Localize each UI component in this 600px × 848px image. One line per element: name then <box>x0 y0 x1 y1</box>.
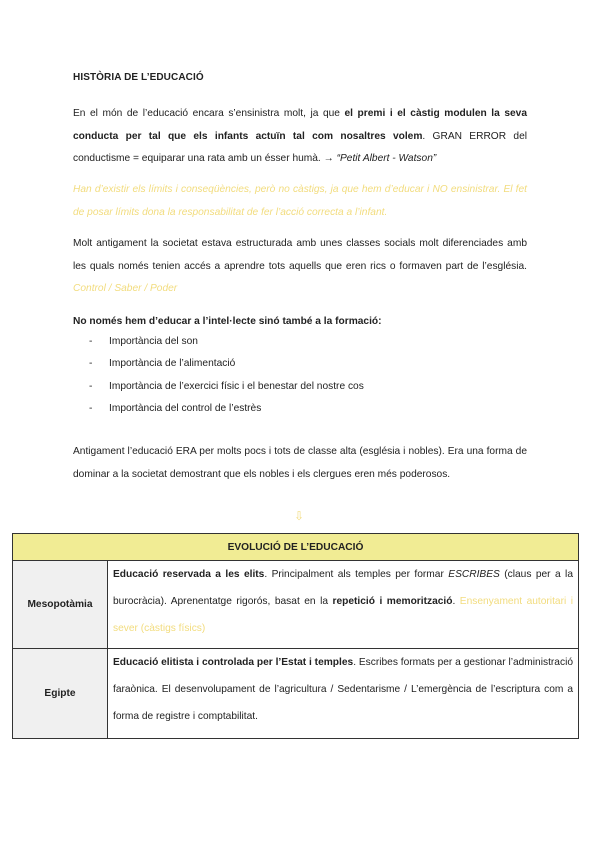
paragraph-social-classes <box>73 233 527 301</box>
importance-list <box>89 331 364 421</box>
bold-run: repetició i memorització <box>332 596 453 607</box>
table-row <box>13 561 579 649</box>
highlight-run: Ensenyament autoritari i sever (càstigs físics) <box>113 596 573 634</box>
paragraph-education-heading: No només hem d’educar a l’intel·lecte sinó també a la formació: <box>73 316 382 327</box>
text-run: . Principalment als temples per formar <box>264 569 449 580</box>
document-title: HISTÒRIA DE L’EDUCACIÓ <box>73 72 204 83</box>
bold-run: Educació reservada a les elits <box>113 569 265 580</box>
bold-run: Educació elitista i controlada per l’Estat i temples <box>113 657 354 668</box>
table-row <box>13 649 579 739</box>
down-arrow-icon: ⇩ <box>294 509 305 523</box>
row-label-egypt: Egipte <box>13 649 108 739</box>
list-item: - Importància del son <box>89 331 364 353</box>
text-run: . GRAN ERROR del conductisme = equiparar una rata amb un ésser humà. → <box>73 130 527 164</box>
bold-run: el premi i el càstig modulen la seva conducta per tal que els infants actuïn tal com nosaltres volem <box>73 108 527 142</box>
text-run: . <box>452 596 460 607</box>
paragraph-limits: Han d’existir els límits i conseqüències, però no càstigs, ja que hem d’educar i NO ensinistrar. El fet de posar límits dona la responsabilitat de fer l’acció correcta a l’infant. <box>73 184 527 218</box>
highlight-run: Control / Saber / Poder <box>73 283 178 294</box>
text-run: . Escribes formats per a gestionar l’administració faraònica. El desenvolupament de l’agricultura / Sedentarisme / L’emergència de l’escriptura com a forma de registre i comptabilitat. <box>113 657 573 722</box>
paragraph-conductism <box>73 103 527 171</box>
italic-run: ESCRIBES <box>448 569 500 580</box>
row-content-mesopotamia <box>108 561 579 649</box>
paragraph-antiquity: Antigament l’educació ERA per molts pocs i tots de classe alta (església i nobles). Era una forma de dominar a la societat demostrant que els nobles i els clergues eren més poderosos. <box>73 446 527 480</box>
table-header: EVOLUCIÓ DE L’EDUCACIÓ <box>13 534 579 561</box>
italic-run: “Petit Albert - Watson” <box>336 153 437 164</box>
text-run: (claus per a la burocràcia). Aprenentatge rigorós, basat en la <box>113 569 573 607</box>
row-content-egypt <box>108 649 579 739</box>
list-item: - Importància del control de l’estrès <box>89 398 364 420</box>
row-label-mesopotamia: Mesopotàmia <box>13 561 108 649</box>
evolution-table <box>12 533 579 739</box>
text-run: En el món de l’educació encara s’ensinistra molt, ja que <box>73 108 345 119</box>
text-run: Molt antigament la societat estava estructurada amb unes classes socials molt diferenciades amb les quals només tenien accés a aprendre tots aquells que eren rics o formaven part de l’església. <box>73 238 527 272</box>
list-item: - Importància de l’alimentació <box>89 353 364 375</box>
list-item: - Importància de l’exercici físic i el benestar del nostre cos <box>89 376 364 398</box>
